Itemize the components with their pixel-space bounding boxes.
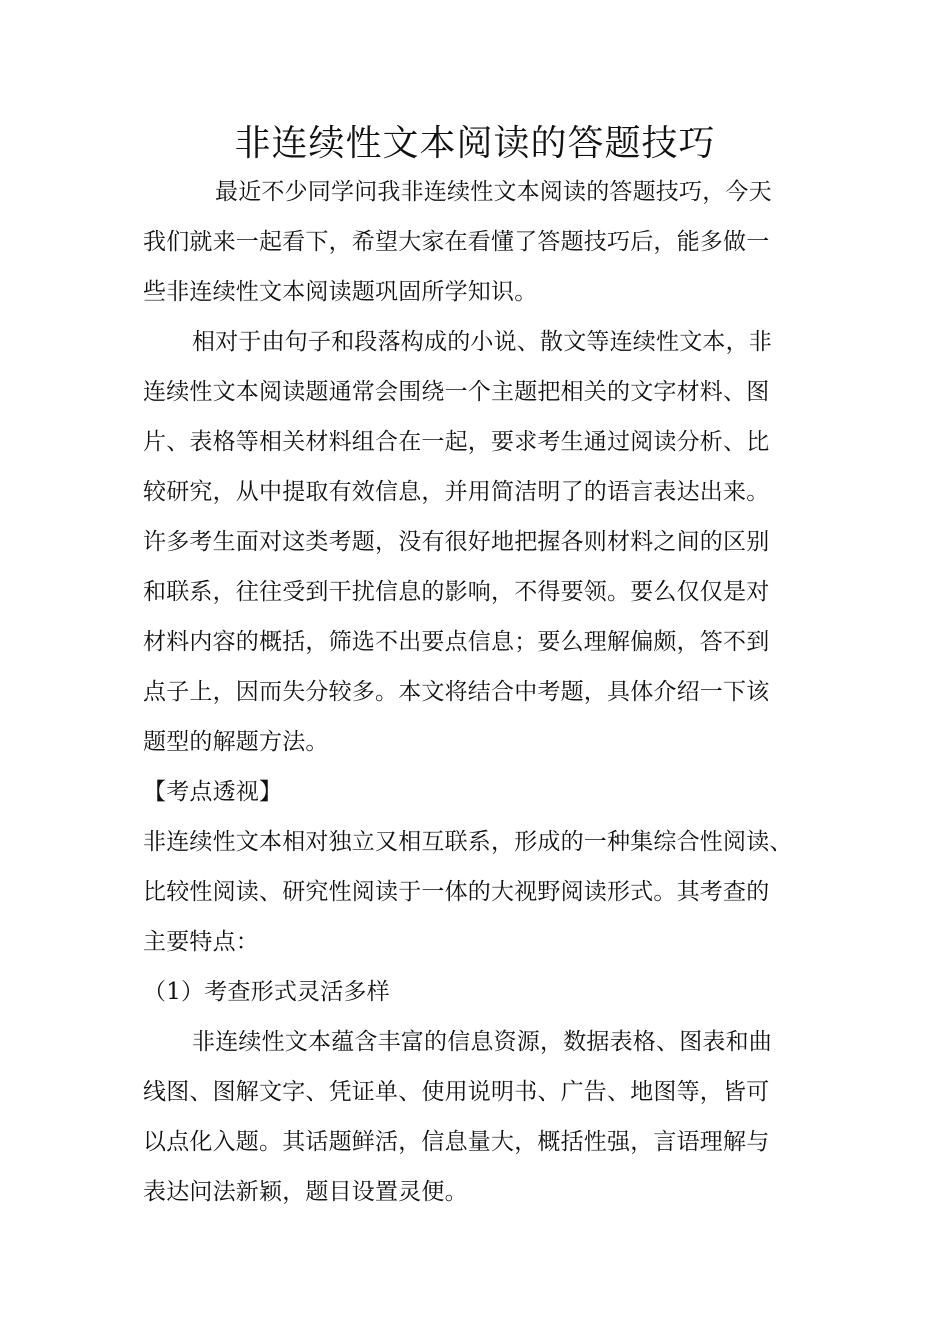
paragraph-3-line-3: 主要特点： <box>143 929 259 955</box>
paragraph-1-line-3: 些非连续性文本阅读题巩固所学知识。 <box>143 279 538 305</box>
paragraph-3-line-2: 比较性阅读、研究性阅读于一体的大视野阅读形式。其考查的 <box>143 879 770 905</box>
subheading-1: （1）考查形式灵活多样 <box>143 979 390 1005</box>
paragraph-4-line-2: 线图、图解文字、凭证单、使用说明书、广告、地图等，皆可 <box>143 1079 770 1105</box>
paragraph-4-line-3: 以点化入题。其话题鲜活，信息量大，概括性强，言语理解与 <box>143 1129 770 1155</box>
paragraph-2-line-2: 连续性文本阅读题通常会围绕一个主题把相关的文字材料、图 <box>143 379 770 405</box>
paragraph-1-line-2: 我们就来一起看下，希望大家在看懂了答题技巧后，能多做一 <box>143 229 770 255</box>
paragraph-3-line-1: 非连续性文本相对独立又相互联系，形成的一种集综合性阅读、 <box>143 829 793 855</box>
paragraph-2-line-6: 和联系，往往受到干扰信息的影响，不得要领。要么仅仅是对 <box>143 579 770 605</box>
paragraph-2-line-7: 材料内容的概括，筛选不出要点信息；要么理解偏颇，答不到 <box>143 629 770 655</box>
paragraph-2-line-1: 相对于由句子和段落构成的小说、散文等连续性文本，非 <box>192 329 772 355</box>
paragraph-4-line-1: 非连续性文本蕴含丰富的信息资源，数据表格、图表和曲 <box>192 1029 772 1055</box>
page-title: 非连续性文本阅读的答题技巧 <box>234 123 716 164</box>
paragraph-2-line-5: 许多考生面对这类考题，没有很好地把握各则材料之间的区别 <box>143 529 770 555</box>
paragraph-2-line-3: 片、表格等相关材料组合在一起，要求考生通过阅读分析、比 <box>143 429 770 455</box>
section-heading: 【考点透视】 <box>143 779 283 805</box>
paragraph-2-line-4: 较研究，从中提取有效信息，并用简洁明了的语言表达出来。 <box>143 479 770 505</box>
paragraph-4-line-4: 表达问法新颖，题目设置灵便。 <box>143 1179 468 1205</box>
paragraph-1-line-1: 最近不少同学问我非连续性文本阅读的答题技巧，今天 <box>215 179 772 205</box>
paragraph-2-line-9: 题型的解题方法。 <box>143 729 329 755</box>
paragraph-2-line-8: 点子上，因而失分较多。本文将结合中考题，具体介绍一下该 <box>143 679 770 705</box>
